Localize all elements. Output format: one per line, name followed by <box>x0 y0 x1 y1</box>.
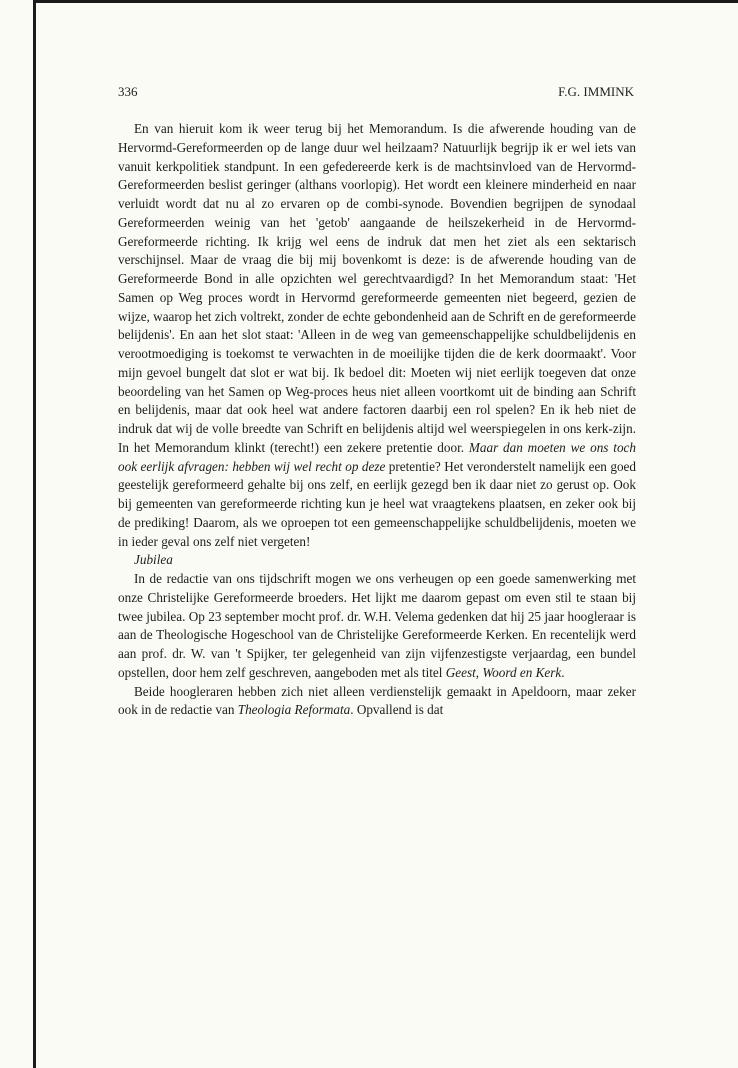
paragraph-memorandum <box>118 120 636 551</box>
body-text <box>118 120 636 720</box>
running-head: F.G. IMMINK <box>558 84 634 99</box>
paragraph-memorandum-italic: Maar dan moeten we ons toch ook eerlijk afvragen: hebben wij wel recht op deze <box>118 439 637 474</box>
scan-left-edge <box>33 0 36 1068</box>
paragraph-jubilea <box>118 570 636 683</box>
paragraph-memorandum-text: En van hieruit kom ik weer terug bij het Memorandum. Is die afwerende houding van de Hervormd-Gereformeerden op de lange duur wel heilzaam? Natuurlijk begrijp ik er wel iets van vanuit kerkpolitiek standpunt. In een gefedereerde kerk is de machtsinvloed van de Hervormd-Gereformeerden beslist geringer (althans voorlopig). Het wordt een kleinere minderheid en naar verluidt wordt dat nu al zo ervaren op de combi-synode. Bovendien begrijpen de synodaal Gereformeerden weinig van het 'getob' aangaande de heilszekerheid in de Hervormd-Gereformeerde richting. Ik krijg wel eens de indruk dat men het ziet als een sektarisch verschijnsel. Maar de vraag die bij mij bovenkomt is deze: is de afwerende houding van de Gereformeerde Bond in alle opzichten wel gerechtvaardigd? In het Memorandum staat: 'Het Samen op Weg proces wordt in Hervormd gereformeerde gemeenten niet begeerd, gezien de wijze, waarop het zich voltrekt, zonder de echte gebondenheid aan de Schrift en de gereformeerde belijdenis'. En aan het slot staat: 'Alleen in de weg van gemeenschappelijke schuldbelijdenis en verootmoediging is toekomst te verwachten in de moeilijke tijden die de kerk doormaakt'. Voor mijn gevoel bungelt dat slot er wat bij. Ik bedoel dit: Moeten wij niet eerlijk toegeven dat onze beoordeling van het Samen op Weg-proces heus niet alleen voortkomt uit de binding aan Schrift en belijdenis, maar dat ook heel wat andere factoren daarbij een rol spelen? En ik heb niet de indruk dat wij de volle breedte van Schrift en belijdenis altijd wel weerspiegelen in ons kerk-zijn. In het Memorandum klinkt (terecht!) een zekere pretentie door. <box>118 121 636 455</box>
paragraph-memorandum-end: pretentie? Het veronderstelt namelijk een goed geestelijk gereformeerd gehalte bij ons zelf, en eerlijk gezegd ben ik daar niet zo gerust op. Ook bij gemeenten van gereformeerde richting kun je heel wat vraagtekens plaatsen, en zeker ook bij de prediking! Daarom, als we oproepen tot een gemeenschappelijke schuldbelijdenis, moeten we in ieder geval ons zelf niet vergeten! <box>118 458 636 549</box>
paragraph-hoogleraren-end: . Opvallend is dat <box>350 702 444 718</box>
paragraph-hoogleraren-text: Beide hoogleraren hebben zich niet alleen verdienstelijk gemaakt in Apeldoorn, maar zeker ook in de redactie van <box>118 683 636 718</box>
paragraph-jubilea-end: . <box>561 664 565 680</box>
section-heading-jubilea: Jubilea <box>134 552 173 568</box>
page-header <box>118 84 634 104</box>
page-number: 336 <box>118 84 138 99</box>
journal-title: Theologia Reformata <box>237 702 351 718</box>
paragraph-hoogleraren <box>118 683 636 721</box>
paragraph-jubilea-text: In de redactie van ons tijdschrift mogen we ons verheugen op een goede samenwerking met onze Christelijke Gereformeerde broeders. Het lijkt me daarom gepast om even stil te staan bij twee jubilea. Op 23 september mocht prof. dr. W.H. Velema gedenken dat hij 25 jaar hoogleraar is aan de Theologische Hogeschool van de Christelijke Gereformeerde Kerken. En recentelijk werd aan prof. dr. W. van 't Spijker, ter gelegenheid van zijn vijfenzestigste verjaardag, een bundel opstellen, door hem zelf geschreven, aangeboden met als titel <box>118 571 636 680</box>
scan-top-edge <box>36 0 738 3</box>
book-title: Geest, Woord en Kerk <box>445 664 562 680</box>
